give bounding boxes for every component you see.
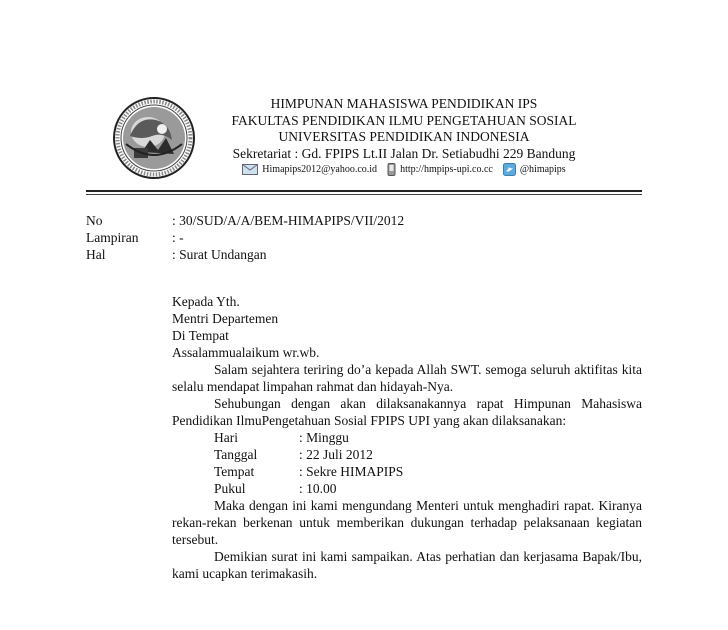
twitter-text: @himapips xyxy=(519,164,566,175)
org-name: HIMPUNAN MAHASISWA PENDIDIKAN IPS xyxy=(270,96,538,111)
detail-key: Tempat xyxy=(214,464,255,479)
detail-key: Pukul xyxy=(214,481,246,496)
detail-row-place xyxy=(214,463,642,480)
detail-row-date xyxy=(214,446,642,463)
detail-row-day xyxy=(214,429,642,446)
faculty-name: FAKULTAS PENDIDIKAN ILMU PENGETAHUAN SOSIAL xyxy=(231,112,577,128)
contact-line xyxy=(200,163,608,176)
detail-key: Hari xyxy=(214,430,238,445)
himapips-logo xyxy=(112,96,196,180)
meta-label: Lampiran xyxy=(86,230,139,245)
meta-row-subject xyxy=(86,246,646,263)
detail-row-time xyxy=(214,480,642,497)
email-contact[interactable] xyxy=(242,163,377,176)
email-text: Himapips2012@yahoo.co.id xyxy=(262,164,378,175)
recipient-address xyxy=(172,293,278,344)
meta-label: No xyxy=(86,213,103,228)
event-details xyxy=(172,429,642,497)
detail-value: : Minggu xyxy=(299,430,349,445)
meta-row-attachment xyxy=(86,229,646,246)
letterhead xyxy=(200,96,608,176)
letter-body xyxy=(172,344,642,582)
address-line: Di Tempat xyxy=(172,328,229,343)
twitter-contact[interactable] xyxy=(503,163,566,176)
website-contact[interactable] xyxy=(387,163,493,176)
paragraph-purpose: Sehubungan dengan akan dilaksanakannya rapat Himpunan Mahasiswa Pendidikan IlmuPengetahuan Sosial FPIPS UPI yang akan dilaksanakan: xyxy=(172,396,642,428)
university-name: UNIVERSITAS PENDIDIKAN INDONESIA xyxy=(278,129,530,144)
detail-value: : 22 Juli 2012 xyxy=(299,447,373,462)
detail-value: : 10.00 xyxy=(299,481,337,496)
paragraph-opening: Salam sejahtera teriring do’a kepada Allah SWT. semoga seluruh aktifitas kita selalu mendapat limpahan rahmat dan hidayah-Nya. xyxy=(172,362,642,394)
letterhead-rule-thin xyxy=(86,194,642,195)
mail-icon xyxy=(242,164,258,175)
address-line: Kepada Yth. xyxy=(172,294,240,309)
twitter-icon xyxy=(503,163,516,176)
meta-value: : Surat Undangan xyxy=(172,247,267,262)
secretariat-address: Sekretariat : Gd. FPIPS Lt.II Jalan Dr. Setiabudhi 229 Bandung xyxy=(232,145,576,161)
paragraph-invitation: Maka dengan ini kami mengundang Menteri untuk menghadiri rapat. Kiranya rekan-rekan berkenan untuk memberikan dukungan terhadap pelaksanaan kegiatan tersebut. xyxy=(172,498,642,547)
detail-value: : Sekre HIMAPIPS xyxy=(299,464,404,479)
paragraph-closing: Demikian surat ini kami sampaikan. Atas perhatian dan kerjasama Bapak/Ibu, kami ucapkan terimakasih. xyxy=(172,549,642,581)
meta-label: Hal xyxy=(86,247,106,262)
emblem-icon xyxy=(112,96,196,180)
phone-icon xyxy=(387,163,396,176)
website-text: http://hmpips-upi.co.cc xyxy=(400,164,493,175)
greeting: Assalammualaikum wr.wb. xyxy=(172,345,320,360)
meta-value: : - xyxy=(172,230,184,245)
letterhead-rule-thick xyxy=(86,190,642,192)
address-line: Mentri Departemen xyxy=(172,311,279,326)
meta-value: : 30/SUD/A/A/BEM-HIMAPIPS/VII/2012 xyxy=(172,213,405,228)
meta-row-number xyxy=(86,212,646,229)
detail-key: Tanggal xyxy=(214,447,258,462)
letter-meta xyxy=(86,212,646,263)
